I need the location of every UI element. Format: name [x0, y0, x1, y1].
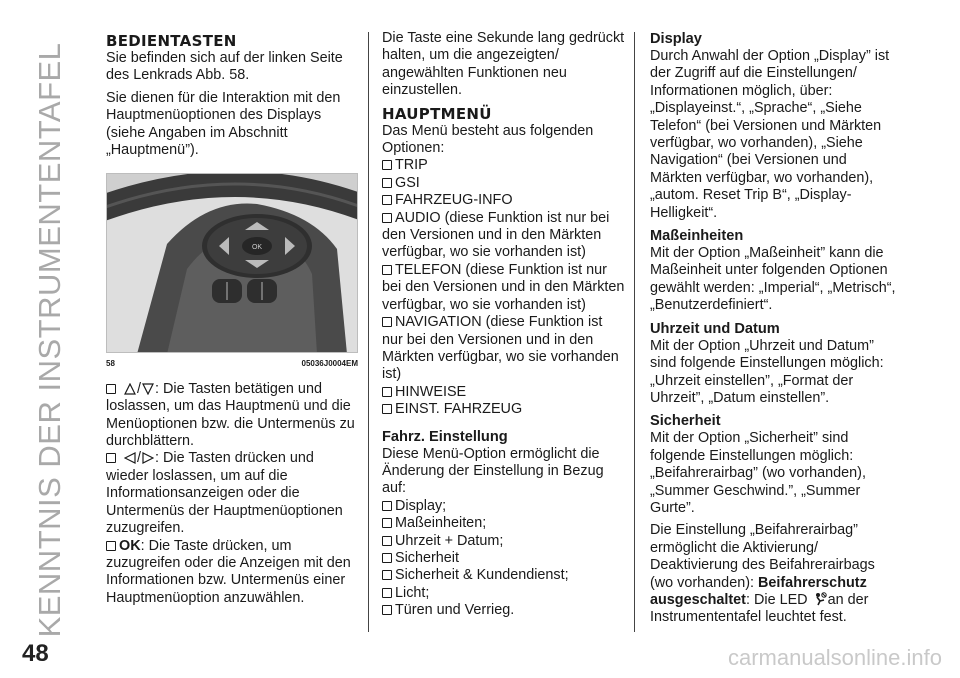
paragraph: Die Einstellung „Beifahrerairbag” ermöglicht die Aktivierung/ Deaktivierung des Beifahrerairbags (wo vorhanden): Beifahrerschutz ausgeschaltet: Die LED an der Instrumententafel leuchtet fest. — [650, 522, 875, 626]
paragraph: Durch Anwahl der Option „Display” ist der Zugriff auf die Einstellungen/ Informationen möglich, über: „Displayeinst.“, „Sprache“, „Siehe Telefon“ (bei Versionen und Märkten verfügbar, wo vorhanden), „Siehe Navigation“ (bei Versionen und Märkten verfügbar, wo vorhanden), „autom. Reset Trip B“, „Display-Helligkeit“. — [650, 48, 890, 221]
paragraph: Sie dienen für die Interaktion mit den Hauptmenüoptionen des Displays (siehe Angaben im Abschnitt „Hauptmenü”). — [106, 89, 341, 159]
checkbox-bullet-icon — [382, 213, 392, 223]
checkbox-bullet-icon — [382, 317, 392, 327]
heading-display: Display — [650, 31, 702, 47]
triangle-left-icon — [124, 452, 136, 464]
side-section-title: KENNTNIS DER INSTRUMENTENTAFEL — [32, 42, 67, 638]
airbag-off-icon — [813, 592, 827, 606]
list-item: Licht; — [382, 585, 626, 602]
list-item: Maßeinheiten; — [382, 515, 626, 532]
list-item: Uhrzeit + Datum; — [382, 533, 626, 550]
watermark: carmanualsonline.info — [727, 645, 942, 670]
main-menu-list — [382, 157, 626, 418]
checkbox-bullet-icon — [382, 570, 392, 580]
checkbox-bullet-icon — [382, 387, 392, 397]
list-item: EINST. FAHRZEUG — [382, 401, 626, 418]
column-divider-1 — [368, 32, 369, 632]
checkbox-bullet-icon — [106, 384, 116, 394]
triangle-right-icon — [142, 452, 154, 464]
checkbox-bullet-icon — [382, 195, 392, 205]
steering-wheel-illustration — [107, 174, 358, 353]
figure-code: 05036J0004EM — [301, 359, 358, 369]
checkbox-bullet-icon — [382, 588, 392, 598]
list-item: Sicherheit — [382, 550, 626, 567]
paragraph: Das Menü besteht aus folgenden Optionen: — [382, 122, 594, 157]
checkbox-bullet-icon — [382, 178, 392, 188]
paragraph: Mit der Option „Maßeinheit” kann die Maßeinheit unter folgenden Optionen gewählt werden: „Imperial“, „Metrisch“, „Benutzerdefiniert“. — [650, 245, 896, 314]
list-item: TRIP — [382, 157, 626, 174]
checkbox-bullet-icon — [382, 553, 392, 563]
column-1 — [106, 30, 358, 607]
heading-hauptmenu: HAUPTMENÜ — [382, 104, 492, 123]
checkbox-bullet-icon — [382, 265, 392, 275]
column-2 — [382, 30, 626, 620]
checkbox-bullet-icon — [382, 518, 392, 528]
list-item: Sicherheit & Kundendienst; — [382, 567, 626, 584]
checkbox-bullet-icon — [382, 536, 392, 546]
figure-number: 58 — [106, 359, 115, 369]
paragraph: Diese Menü-Option ermöglicht die Änderung der Einstellung in Bezug auf: — [382, 445, 604, 497]
heading-masseinheiten: Maßeinheiten — [650, 228, 744, 245]
paragraph: Sie befinden sich auf der linken Seite des Lenkrads Abb. 58. — [106, 50, 343, 84]
checkbox-bullet-icon — [382, 160, 392, 170]
paragraph: Die Taste eine Sekunde lang gedrückt halten, um die angezeigten/ angewählten Funktionen neu einzustellen. — [382, 30, 625, 99]
list-item: / : Die Tasten drücken und wieder loslassen, um auf die Informationsanzeigen oder die Untermenüs der Hauptmenüoptionen zuzugreifen. — [106, 450, 343, 537]
column-3 — [650, 30, 896, 632]
list-item: TELEFON (diese Funktion ist nur bei den Versionen und in den Märkten verfügbar, wo sie vorhanden ist) — [382, 261, 625, 313]
list-item: GSI — [382, 175, 626, 192]
triangle-down-icon — [142, 383, 154, 395]
page-number: 48 — [22, 640, 49, 667]
list-item: NAVIGATION (diese Funktion ist nur bei den Versionen und in den Märkten verfügbar, wo sie vorhanden ist) — [382, 314, 619, 383]
settings-list — [382, 498, 626, 620]
list-item: Display; — [382, 498, 626, 515]
checkbox-bullet-icon — [382, 501, 392, 511]
steering-wheel-figure — [106, 173, 358, 353]
heading-uhrzeit-datum: Uhrzeit und Datum — [650, 320, 780, 337]
heading-fahrz-einstellung: Fahrz. Einstellung — [382, 428, 508, 445]
paragraph: Mit der Option „Uhrzeit und Datum” sind folgende Einstellungen möglich: „Uhrzeit einstellen”, „Format der Uhrzeit”, „Datum einstellen”. — [650, 337, 884, 406]
paragraph: Mit der Option „Sicherheit” sind folgende Einstellungen möglich: „Beifahrerairbag” (wo vorhanden), „Summer Geschwind.”, „Summer Gurte”. — [650, 430, 866, 516]
list-item: OK: Die Taste drücken, um zuzugreifen oder die Anzeigen mit den Informationen bzw. Untermenüs einer Hauptmenüoption anzuwählen. — [106, 537, 351, 606]
list-item: HINWEISE — [382, 384, 626, 401]
list-item: FAHRZEUG-INFO — [382, 192, 626, 209]
column-divider-2 — [634, 32, 635, 632]
checkbox-bullet-icon — [382, 605, 392, 615]
figure-caption — [106, 355, 358, 372]
checkbox-bullet-icon — [382, 404, 392, 414]
list-item: AUDIO (diese Funktion ist nur bei den Versionen und in den Märkten verfügbar, wo sie vorhanden ist) — [382, 209, 610, 261]
heading-sicherheit: Sicherheit — [650, 413, 721, 430]
checkbox-bullet-icon — [106, 541, 116, 551]
ok-button-label: OK — [251, 244, 263, 252]
list-item: Türen und Verrieg. — [382, 602, 626, 619]
heading-bedientasten: BEDIENTASTEN — [106, 32, 237, 50]
checkbox-bullet-icon — [106, 453, 116, 463]
list-item: / : Die Tasten betätigen und loslassen, um das Hauptmenü und die Menüoptionen bzw. die Untermenüs zu durchblättern. — [106, 380, 355, 450]
triangle-up-icon — [124, 383, 136, 395]
